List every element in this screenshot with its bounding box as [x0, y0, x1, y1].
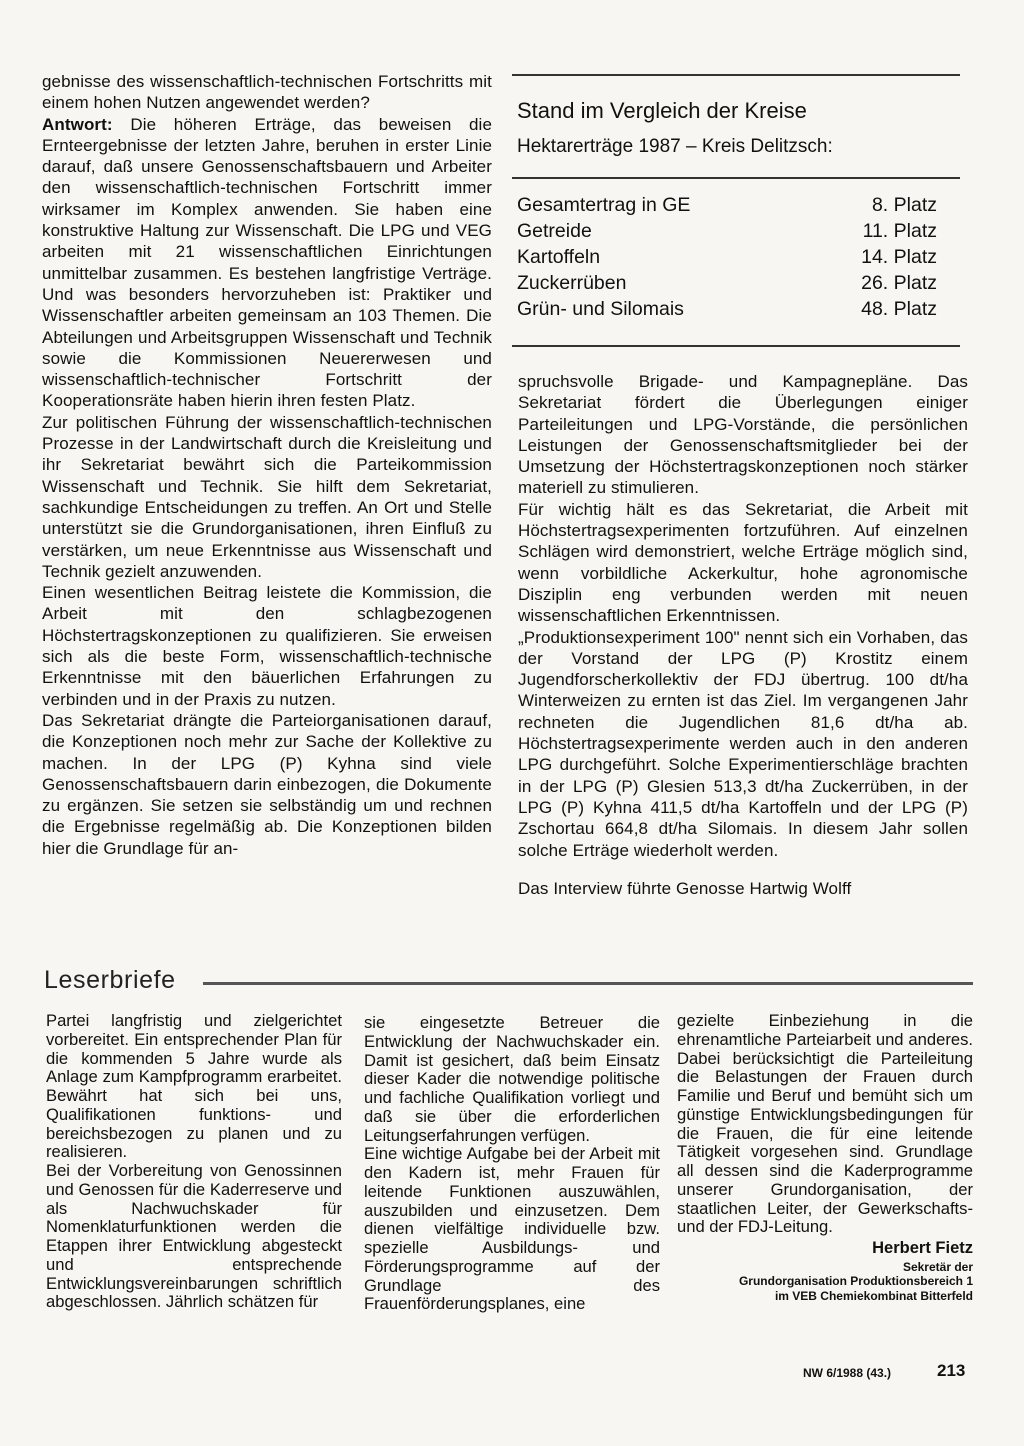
letter-paragraph: gezielte Einbeziehung in die ehrenamtliche Parteiarbeit und anderes. Dabei berücksichtigt die Parteileitung die Belastungen der Frauen durch Familie und Beruf und bemüht sich um günstige Entwicklungsbedingungen für die Frauen, die für eine leitende Tätigkeit vorgesehen sind. Grundlage all dessen sind die Kaderprogramme unserer Grundorganisation, der staatlichen Leiter, der Gewerkschafts- und der FDJ-Leitung. — [677, 1011, 973, 1237]
section-rule — [203, 982, 973, 985]
signature-role-line: im VEB Chemiekombinat Bitterfeld — [774, 1288, 973, 1303]
letter-paragraph: sie eingesetzte Betreuer die Entwicklung der Nachwuchskader ein. Damit ist gesichert, daß beim Einsatz dieser Kader die notwendige politische und fachliche Qualifikation vorliegt und daß sie über die erforderlichen Leitungserfahrungen verfügen. — [364, 1013, 660, 1145]
crop-name: Gesamtertrag in GE — [517, 194, 691, 216]
crop-rank: 26. Platz — [861, 272, 937, 294]
crop-name: Kartoffeln — [517, 246, 601, 268]
letter-paragraph: Partei langfristig und zielgerichtet vorbereitet. Ein entsprechender Plan für die kommenden 5 Jahre wurde als Anlage zum Kampfprogramm erarbeitet. Bewährt hat sich bei uns, Qualifikationen funktions- und bereichsbezogen zu planen und zu realisieren. — [46, 1011, 342, 1162]
crop-rank: 11. Platz — [862, 220, 937, 242]
page-number: 213 — [937, 1361, 966, 1380]
ranking-row — [517, 244, 937, 270]
section-title: Leserbriefe — [44, 966, 176, 994]
crop-name: Zuckerrüben — [517, 272, 627, 294]
article-right-column — [518, 371, 968, 899]
letter-column-3 — [677, 1012, 973, 1303]
ranking-row — [517, 296, 937, 322]
article-paragraph: spruchsvolle Brigade- und Kampagnepläne. Das Sekretariat fördert die Überlegungen einiger Parteileitungen und LPG-Vorstände, die persönlichen Leistungen der Genossenschaftsmitglieder bei der Umsetzung der Höchstertragskonzeptionen noch stärker materiell zu stimulieren. — [518, 372, 968, 498]
box-top-rule — [512, 74, 960, 76]
article-paragraph: Das Sekretariat drängte die Parteiorganisationen darauf, die Konzeptionen noch mehr zur Sache der Kollektive zu machen. In der LPG (P) Kyhna sind viele Genossenschaftsbauern darin einbezogen, die Dokumente zu ergänzen. Sie setzen sie selbständig um und rechnen die Ergebnisse regelmäßig ab. Die Konzeptionen bilden hier die Grundlage für an- — [42, 710, 492, 858]
ranking-row — [517, 192, 937, 218]
article-paragraph-answer — [42, 114, 492, 412]
article-paragraph: Einen wesentlichen Beitrag leistete die Kommission, die Arbeit mit den schlagbezogenen Höchstertragskonzeptionen zu qualifizieren. Sie erweisen sich als die beste Form, wissenschaftlich-technische Erkenntnisse mit den bäuerlichen Erfahrungen zu verbinden und in der Praxis zu nutzen. — [42, 583, 492, 709]
article-paragraph: gebnisse des wissenschaftlich-technischen Fortschritts mit einem hohen Nutzen angewendet werden? — [42, 72, 492, 113]
signature-role-line: Grundorganisation Produktionsbereich 1 — [738, 1274, 973, 1289]
signature-name: Herbert Fietz — [872, 1239, 973, 1257]
crop-name: Getreide — [517, 220, 592, 242]
letter-column-1 — [46, 1012, 342, 1312]
interview-credit: Das Interview führte Genosse Hartwig Wolff — [518, 878, 852, 898]
crop-rank: 8. Platz — [871, 194, 937, 216]
answer-label: Antwort: — [42, 114, 113, 134]
ranking-row — [517, 270, 937, 296]
signature-role-line: Sekretär der — [902, 1259, 973, 1274]
crop-rank: 48. Platz — [861, 298, 937, 320]
ranking-row — [517, 218, 937, 244]
crop-rank: 14. Platz — [861, 246, 937, 268]
signature-role — [677, 1260, 973, 1304]
ranking-table — [517, 192, 937, 322]
box-subtitle: Hektarerträge 1987 – Kreis Delitzsch: — [517, 136, 833, 157]
crop-name: Grün- und Silomais — [517, 298, 684, 320]
article-paragraph: Zur politischen Führung der wissenschaftlich-technischen Prozesse in der Landwirtschaft durch die Kreisleitung und ihr Sekretariat bewährt sich die Parteikommission Wissenschaft und Technik. Sie hilft dem Sekretariat, sachkundige Entscheidungen zu treffen. An Ort und Stelle unterstützt sie die Grundorganisationen, ihren Einfluß zu verstärken, um neue Erkenntnisse aus Wissenschaft und Technik gezielt anzuwenden. — [42, 412, 492, 581]
box-middle-rule — [512, 177, 960, 179]
answer-text: Die höheren Erträge, das beweisen die Ernteergebnisse der letzten Jahre, beruhen in erster Linie darauf, daß unsere Genossenschaftsbauern und Arbeiter den wissenschaftlich-technischen Fortschritt immer wirksamer im Komplex anwenden. Sie haben eine konstruktive Haltung zur Wissenschaft. Die LPG und VEG arbeiten mit 21 wissenschaftlichen Einrichtungen unmittelbar zusammen. Es bestehen langfristige Verträge. Und was besonders hervorzuheben ist: Praktiker und Wissenschaftler arbeiten gemeinsam an 103 Themen. Die Abteilungen und Arbeitsgruppen Wissenschaft und Technik sowie die Kommissionen Neuererwesen und wissenschaftlich-technischer Fortschritt der Kooperationsräte haben hierin ihren festen Platz. — [42, 114, 492, 411]
article-paragraph: „Produktionsexperiment 100" nennt sich ein Vorhaben, das der Vorstand der LPG (P) Krostitz einem Jugendforscherkollektiv der FDJ übertrug. 100 dt/ha Winterweizen zu ernten ist das Ziel. Im vergangenen Jahr rechneten die Jugendlichen 81,6 dt/ha ab. Höchstertragsexperimente werden auch in den anderen LPG durchgeführt. Solche Experimentierschläge brachten in der LPG (P) Glesien 513,3 dt/ha Zuckerrüben, in der LPG (P) Kyhna 411,5 dt/ha Kartoffeln und der LPG (P) Zschortau 664,8 dt/ha Silomais. In diesem Jahr sollen solche Erträge wiederholt werden. — [518, 627, 968, 860]
box-bottom-rule — [512, 345, 960, 347]
letter-column-2 — [364, 1014, 660, 1314]
letter-paragraph: Bei der Vorbereitung von Genossinnen und Genossen für die Kaderreserve und als Nachwuchskader für Nomenklaturfunktionen werden die Etappen ihrer Entwicklung abgesteckt und entsprechende Entwicklungsvereinbarungen schriftlich abgeschlossen. Jährlich schätzen für — [46, 1161, 342, 1312]
letter-paragraph: Eine wichtige Aufgabe bei der Arbeit mit den Kadern ist, mehr Frauen für leitende Funktionen auszuwählen, auszubilden und einzusetzen. Dem dienen vielfältige individuelle bzw. spezielle Ausbildungs- und Förderungsprogramme auf der Grundlage des Frauenförderungsplanes, eine — [364, 1144, 660, 1314]
article-left-column — [42, 71, 492, 859]
box-title: Stand im Vergleich der Kreise — [517, 98, 807, 123]
article-paragraph: Für wichtig hält es das Sekretariat, die Arbeit mit Höchstertragsexperimenten fortzuführen. Auf einzelnen Schlägen wird demonstriert, welche Erträge möglich sind, wenn vorbildliche Ackerkultur, hohe agronomische Disziplin eng verbunden werden mit neuen wissenschaftlichen Erkenntnissen. — [518, 499, 968, 626]
issue-number: NW 6/1988 (43.) — [803, 1366, 892, 1380]
